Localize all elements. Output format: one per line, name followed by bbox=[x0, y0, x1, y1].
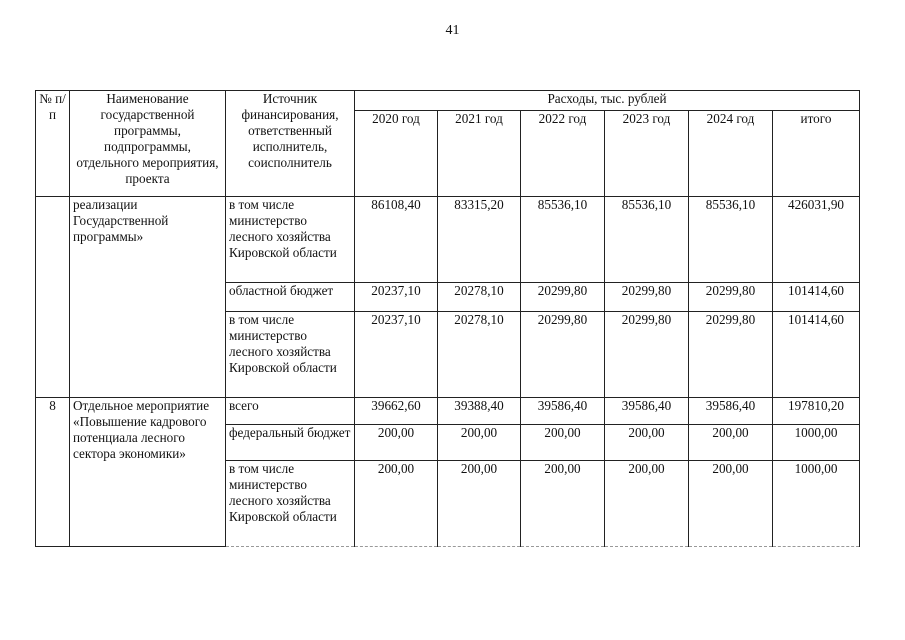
header-expenses: Расходы, тыс. рублей bbox=[355, 91, 860, 111]
cell-2020: 20237,10 bbox=[355, 283, 438, 312]
cell-2021: 20278,10 bbox=[438, 312, 521, 398]
cell-2023: 200,00 bbox=[605, 461, 689, 547]
budget-table bbox=[35, 90, 860, 547]
cell-2022: 85536,10 bbox=[521, 197, 605, 283]
cell-total: 1000,00 bbox=[773, 461, 860, 547]
cell-2021: 20278,10 bbox=[438, 283, 521, 312]
row-source: всего bbox=[226, 398, 355, 425]
cell-2021: 39388,40 bbox=[438, 398, 521, 425]
cell-total: 1000,00 bbox=[773, 425, 860, 461]
cell-2022: 39586,40 bbox=[521, 398, 605, 425]
header-name: Наименование государственной программы, подпрограммы, отдельного мероприятия, проекта bbox=[70, 91, 226, 197]
header-year-2020: 2020 год bbox=[355, 111, 438, 197]
cell-2020: 86108,40 bbox=[355, 197, 438, 283]
header-source: Источник финансирования, ответственный исполнитель, соисполнитель bbox=[226, 91, 355, 197]
cell-2021: 200,00 bbox=[438, 461, 521, 547]
cell-2024: 200,00 bbox=[689, 461, 773, 547]
cell-2022: 20299,80 bbox=[521, 312, 605, 398]
cell-2024: 200,00 bbox=[689, 425, 773, 461]
cell-2020: 39662,60 bbox=[355, 398, 438, 425]
table-row bbox=[36, 197, 860, 283]
cell-2021: 83315,20 bbox=[438, 197, 521, 283]
cell-2024: 20299,80 bbox=[689, 283, 773, 312]
table-row bbox=[36, 398, 860, 425]
cell-2022: 200,00 bbox=[521, 425, 605, 461]
cell-2020: 20237,10 bbox=[355, 312, 438, 398]
cell-2023: 20299,80 bbox=[605, 283, 689, 312]
row-num: 8 bbox=[36, 398, 70, 547]
cell-2024: 39586,40 bbox=[689, 398, 773, 425]
cell-total: 101414,60 bbox=[773, 283, 860, 312]
header-year-2023: 2023 год bbox=[605, 111, 689, 197]
row-source: в том числе министерство лесного хозяйства Кировской области bbox=[226, 197, 355, 283]
cell-2022: 200,00 bbox=[521, 461, 605, 547]
header-row-top bbox=[36, 91, 860, 111]
row-source: в том числе министерство лесного хозяйства Кировской области bbox=[226, 461, 355, 547]
cell-2022: 20299,80 bbox=[521, 283, 605, 312]
row-source: в том числе министерство лесного хозяйства Кировской области bbox=[226, 312, 355, 398]
header-year-2024: 2024 год bbox=[689, 111, 773, 197]
header-num: № п/п bbox=[36, 91, 70, 197]
page-number: 41 bbox=[445, 23, 460, 38]
cell-total: 426031,90 bbox=[773, 197, 860, 283]
row-source: федеральный бюджет bbox=[226, 425, 355, 461]
row-source: областной бюджет bbox=[226, 283, 355, 312]
cell-2021: 200,00 bbox=[438, 425, 521, 461]
cell-2024: 20299,80 bbox=[689, 312, 773, 398]
header-total: итого bbox=[773, 111, 860, 197]
cell-2023: 20299,80 bbox=[605, 312, 689, 398]
cell-2023: 39586,40 bbox=[605, 398, 689, 425]
header-year-2021: 2021 год bbox=[438, 111, 521, 197]
cell-2024: 85536,10 bbox=[689, 197, 773, 283]
row-name: Отдельное мероприятие «Повышение кадрового потенциала лесного сектора экономики» bbox=[70, 398, 226, 547]
row-name: реализации Государственной программы» bbox=[70, 197, 226, 398]
cell-2023: 200,00 bbox=[605, 425, 689, 461]
cell-total: 101414,60 bbox=[773, 312, 860, 398]
cell-2020: 200,00 bbox=[355, 425, 438, 461]
cell-total: 197810,20 bbox=[773, 398, 860, 425]
row-num bbox=[36, 197, 70, 398]
cell-2023: 85536,10 bbox=[605, 197, 689, 283]
header-year-2022: 2022 год bbox=[521, 111, 605, 197]
cell-2020: 200,00 bbox=[355, 461, 438, 547]
